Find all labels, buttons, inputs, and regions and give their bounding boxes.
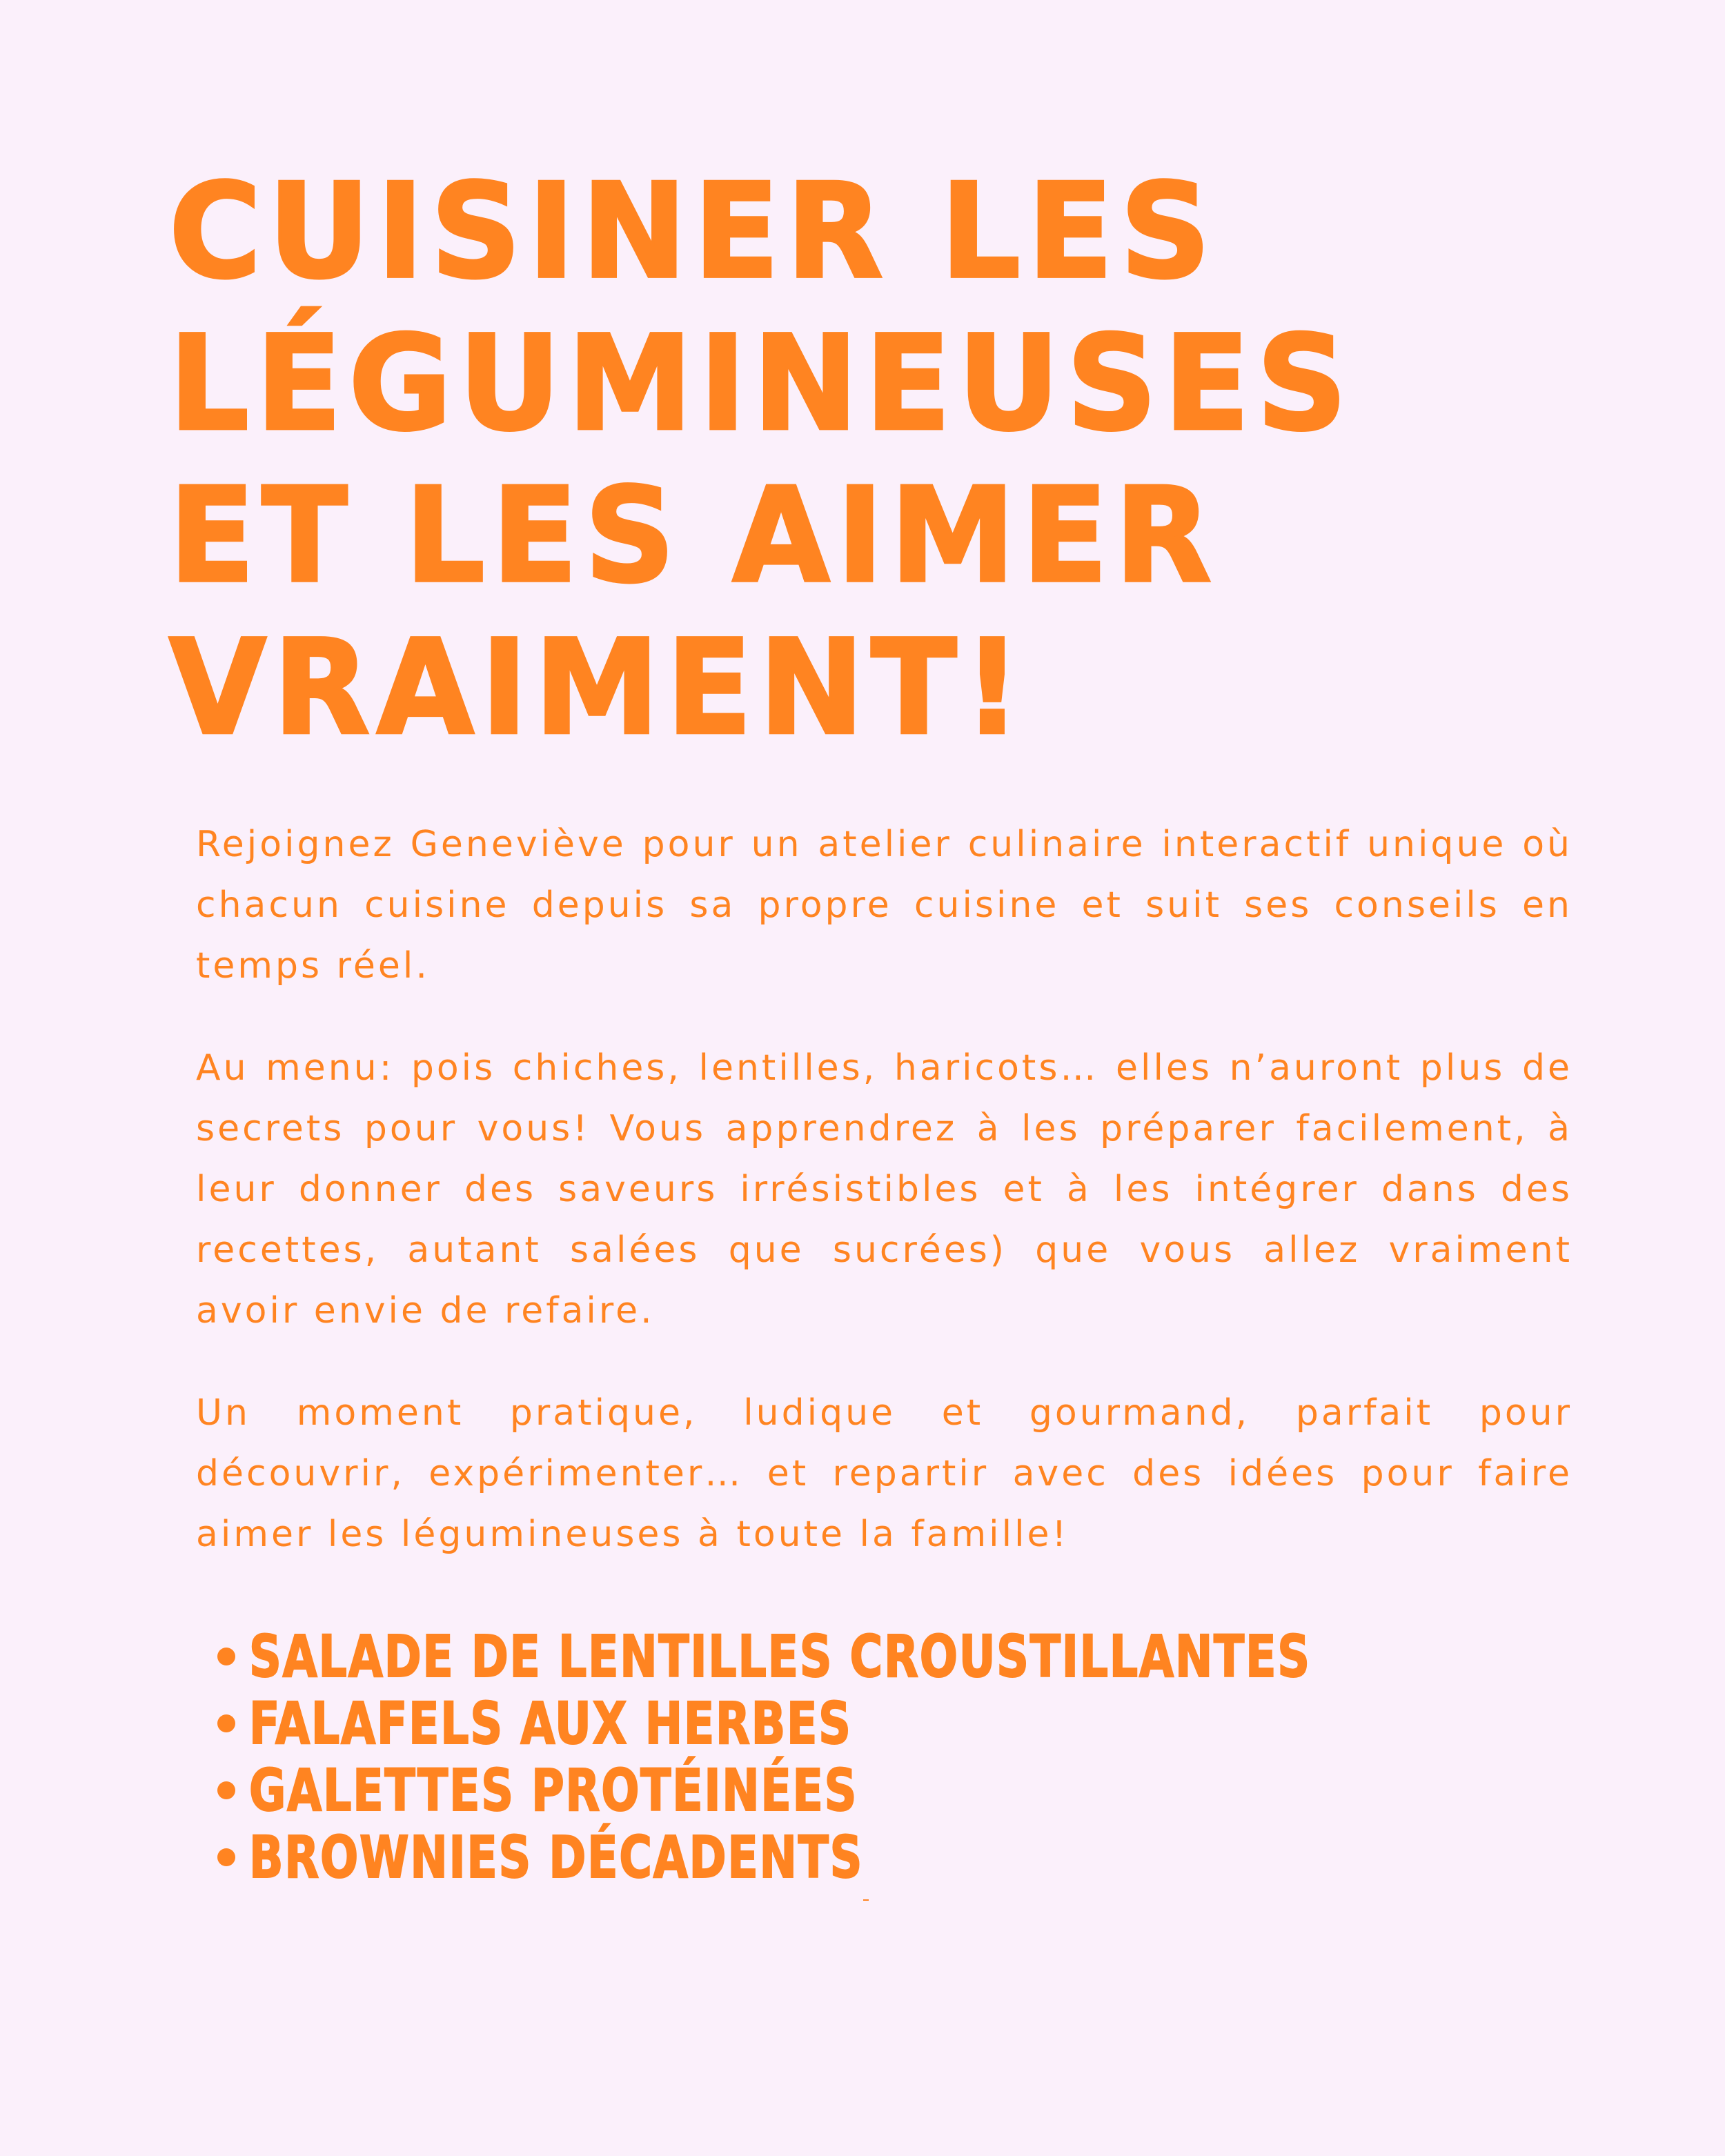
list-item <box>217 1690 1483 1757</box>
recipe-label: SALADE DE LENTILLES CROUSTILLANTES <box>249 1622 1311 1690</box>
list-item <box>217 1757 1483 1823</box>
list-item <box>217 1823 1483 1890</box>
recipe-list <box>217 1623 1483 1890</box>
list-item <box>217 1623 1483 1690</box>
bullet-icon <box>217 1781 235 1799</box>
menu-paragraph: Au menu: pois chiches, lentilles, haricots… elles n’auront plus de secrets pour vous! Vous apprendrez à les préparer facilement, à leur donner des saveurs irrésistibles et à les intégrer dans des recettes, autant salées que sucrées) que vous allez vraiment avoir envie de refaire. <box>196 1047 1573 1332</box>
bullet-icon <box>217 1714 235 1732</box>
recipe-label: BROWNIES DÉCADENTS <box>249 1823 864 1891</box>
recipe-label: GALETTES PROTÉINÉES <box>249 1756 858 1824</box>
recipe-label: FALAFELS AUX HERBES <box>249 1689 852 1757</box>
closing-paragraph: Un moment pratique, ludique et gourmand, parfait pour découvrir, expérimenter… et repartir avec des idées pour faire aimer les légumineuses à toute la famille! <box>196 1392 1573 1555</box>
decorative-dash <box>863 1899 869 1901</box>
title-line: ET LES AIMER <box>169 459 1219 612</box>
bullet-icon <box>217 1648 235 1665</box>
description <box>196 814 1573 1606</box>
title-line: CUISINER LES <box>169 155 1218 308</box>
title-line: VRAIMENT! <box>169 611 1028 764</box>
title-line: LÉGUMINEUSES <box>169 307 1354 459</box>
page-title <box>169 155 1480 764</box>
bullet-icon <box>217 1848 235 1866</box>
intro-paragraph: Rejoignez Geneviève pour un atelier culinaire interactif unique où chacun cuisine depuis sa propre cuisine et suit ses conseils en temps réel. <box>196 824 1573 987</box>
